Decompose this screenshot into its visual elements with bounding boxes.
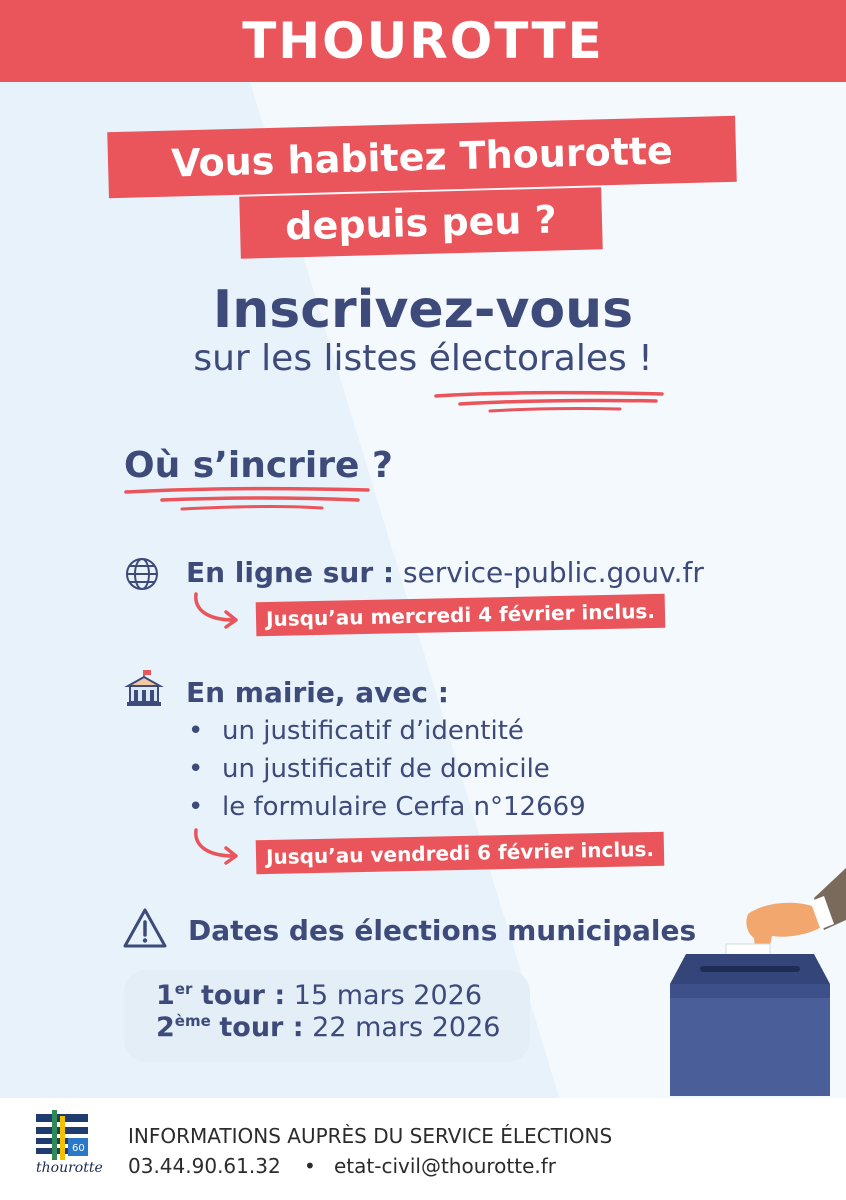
headline-underline-squiggle bbox=[430, 388, 670, 418]
elections-title: Dates des élections municipales bbox=[188, 914, 697, 947]
thourotte-logo bbox=[34, 1108, 96, 1164]
where-title: Où s’incrire ? bbox=[124, 445, 393, 486]
list-item-domicile: un justificatif de domicile bbox=[222, 754, 550, 784]
round1-label: tour : bbox=[200, 980, 286, 1011]
round2-number: 2 bbox=[156, 1012, 175, 1043]
warning-icon bbox=[122, 906, 168, 950]
round1-sup: er bbox=[174, 980, 193, 998]
round2-line bbox=[156, 1012, 500, 1043]
ballot-box-illustration bbox=[664, 858, 846, 1096]
round1-line bbox=[156, 980, 482, 1011]
round1-date: 15 mars 2026 bbox=[293, 980, 483, 1011]
round2-date: 22 mars 2026 bbox=[312, 1012, 501, 1043]
list-item-identity: un justificatif d’identité bbox=[222, 716, 524, 746]
footer-info: INFORMATIONS AUPRÈS DU SERVICE ÉLECTIONS bbox=[128, 1124, 613, 1148]
list-item: • bbox=[188, 754, 204, 784]
globe-icon bbox=[124, 556, 160, 592]
townhall-deadline-tag: Jusqu’au vendredi 6 février inclus. bbox=[256, 832, 665, 875]
footer-email[interactable]: etat-civil@thourotte.fr bbox=[334, 1154, 557, 1178]
curved-arrow-icon bbox=[190, 590, 246, 630]
logo-number: 60 bbox=[72, 1143, 85, 1154]
main-headline: Inscrivez-vous bbox=[212, 280, 634, 340]
list-item: • bbox=[188, 792, 204, 822]
sub-headline: sur les listes électorales ! bbox=[193, 338, 653, 379]
list-item-cerfa: le formulaire Cerfa n°12669 bbox=[222, 792, 586, 822]
round2-sup: ème bbox=[174, 1012, 211, 1030]
town-hall-icon bbox=[124, 668, 164, 708]
online-label: En ligne sur : bbox=[186, 556, 395, 589]
list-item: • bbox=[188, 716, 204, 746]
round2-label: tour : bbox=[219, 1012, 304, 1043]
round1-number: 1 bbox=[156, 980, 175, 1011]
logo-name: thourotte bbox=[36, 1160, 103, 1176]
online-line bbox=[186, 556, 704, 589]
townhall-label: En mairie, avec : bbox=[186, 676, 449, 709]
online-site: service-public.gouv.fr bbox=[402, 556, 704, 589]
footer-separator: • bbox=[304, 1154, 316, 1178]
where-underline-squiggle bbox=[122, 484, 372, 516]
online-deadline-tag: Jusqu’au mercredi 4 février inclus. bbox=[256, 594, 666, 637]
town-title: THOUROTTE bbox=[242, 12, 604, 70]
footer-phone[interactable]: 03.44.90.61.32 bbox=[128, 1154, 281, 1178]
headline-ribbon-line1: Vous habitez Thourotte bbox=[107, 116, 737, 198]
headline-ribbon-line2: depuis peu ? bbox=[239, 187, 602, 258]
footer bbox=[0, 1098, 846, 1200]
curved-arrow-icon bbox=[190, 826, 246, 866]
